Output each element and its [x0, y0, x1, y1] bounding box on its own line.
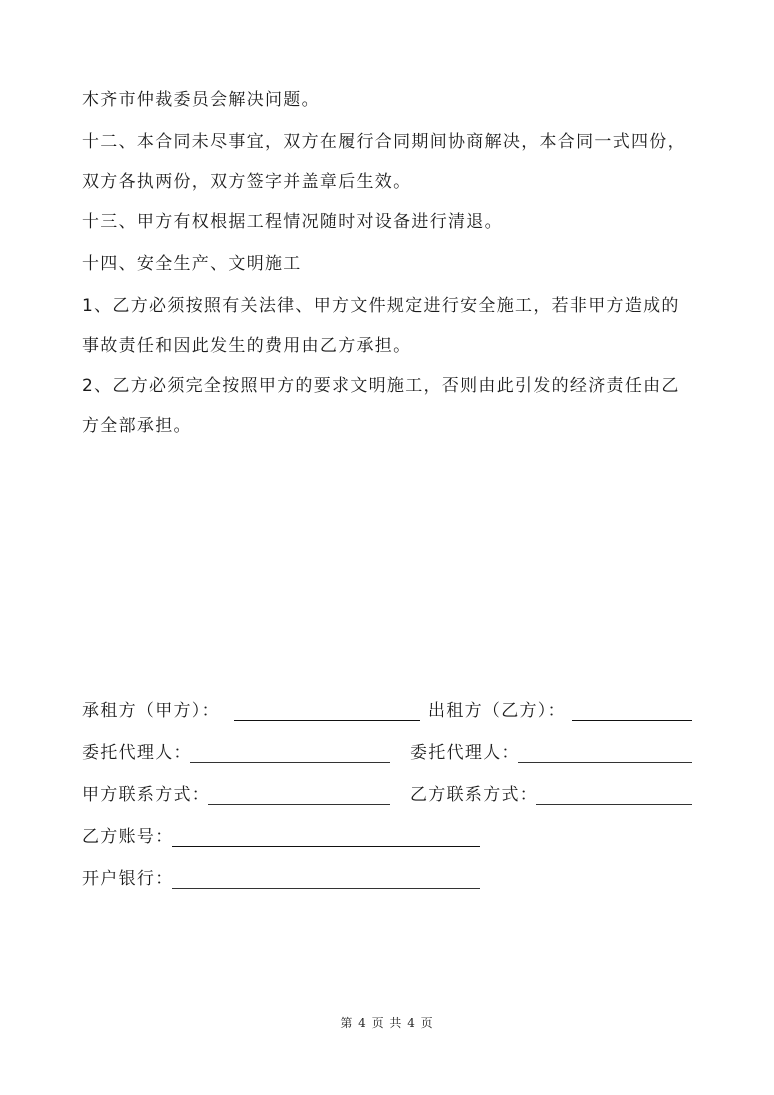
- contact-b-label: 乙方联系方式：: [410, 785, 539, 805]
- contact-b-line[interactable]: [536, 804, 692, 805]
- paragraph-arbitration-tail: 木齐市仲裁委员会解决问题。: [82, 90, 320, 110]
- lessor-label: 出租方（乙方）：: [428, 701, 566, 721]
- account-label: 乙方账号：: [82, 827, 174, 847]
- paragraph-clause-13: 十三、甲方有权根据工程情况随时对设备进行清退。: [82, 212, 503, 232]
- contact-a-label: 甲方联系方式：: [82, 785, 211, 805]
- page-footer: 第 4 页 共 4 页: [340, 1016, 434, 1030]
- signature-row-parties: [82, 696, 694, 726]
- signature-row-agents: [82, 738, 694, 768]
- signature-row-bank: [82, 864, 502, 894]
- agent-a-signature-line[interactable]: [190, 762, 390, 763]
- agent-b-signature-line[interactable]: [518, 762, 692, 763]
- signature-row-contacts: [82, 780, 694, 810]
- paragraph-clause-14-item-2: 2、乙方必须完全按照甲方的要求文明施工，否则由此引发的经济责任由乙方全部承担。: [82, 376, 680, 436]
- lessor-signature-line[interactable]: [572, 720, 692, 721]
- agent-a-label: 委托代理人：: [82, 743, 192, 763]
- bank-line[interactable]: [172, 888, 480, 889]
- agent-b-label: 委托代理人：: [410, 743, 520, 763]
- lessee-label: 承租方（甲方）：: [82, 701, 220, 721]
- paragraph-clause-12: 十二、本合同未尽事宜，双方在履行合同期间协商解决，本合同一式四份，双方各执两份，双方签字并盖章后生效。: [82, 132, 686, 192]
- account-line[interactable]: [172, 846, 480, 847]
- lessee-signature-line[interactable]: [234, 720, 420, 721]
- contact-a-line[interactable]: [208, 804, 390, 805]
- bank-label: 开户银行：: [82, 869, 174, 889]
- paragraph-clause-14-item-1: 1、乙方必须按照有关法律、甲方文件规定进行安全施工，若非甲方造成的事故责任和因此发生的费用由乙方承担。: [82, 296, 680, 356]
- paragraph-clause-14-heading: 十四、安全生产、文明施工: [82, 254, 302, 274]
- signature-row-account: [82, 822, 502, 852]
